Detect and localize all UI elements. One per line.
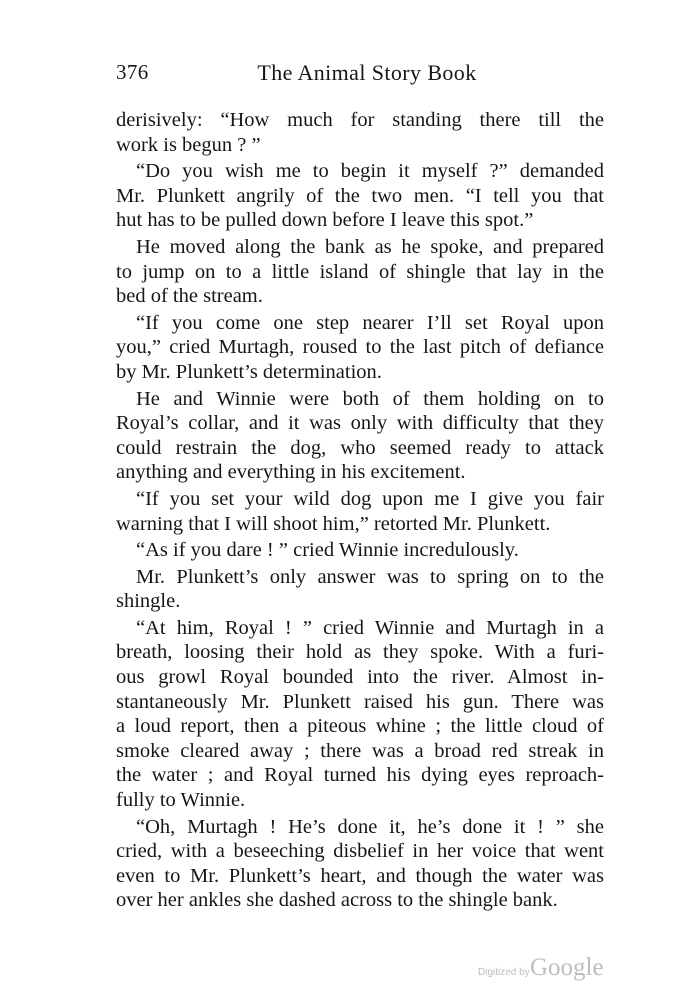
text-line: “As if you dare ! ” cried Winnie incredulously. <box>136 539 519 562</box>
text-line: you,” cried Murtagh, roused to the last pitch of defiance <box>116 336 604 359</box>
text-line: He moved along the bank as he spoke, and prepared <box>136 235 604 258</box>
text-line: fully to Winnie. <box>116 789 246 812</box>
text-line: Royal’s collar, and it was only with difficulty that they <box>116 412 604 435</box>
body-text <box>116 108 604 913</box>
text-line: “If you set your wild dog upon me I give you fair <box>136 487 604 510</box>
text-line: “Oh, Murtagh ! He’s done it, he’s done it ! ” she <box>136 815 604 838</box>
text-line: Mr. Plunkett angrily of the two men. “I tell you that <box>116 184 604 207</box>
text-line: over her ankles she dashed across to the shingle bank. <box>116 889 558 912</box>
text-line: He and Winnie were both of them holding on to <box>136 387 604 410</box>
text-line: ous growl Royal bounded into the river. Almost in- <box>116 666 604 689</box>
text-line: warning that I will shoot him,” retorted Mr. Plunkett. <box>116 512 551 535</box>
text-line: to jump on to a little island of shingle that lay in the <box>116 260 604 283</box>
text-line: could restrain the dog, who seemed ready to attack <box>116 436 604 459</box>
text-line: a loud report, then a piteous whine ; the little cloud of <box>116 715 604 738</box>
text-line: by Mr. Plunkett’s determination. <box>116 360 382 383</box>
text-line: cried, with a beseeching disbelief in her voice that went <box>116 840 604 863</box>
text-line: breath, loosing their hold as they spoke. With a furi- <box>116 641 604 664</box>
text-line: stantaneously Mr. Plunkett raised his gun. There was <box>116 690 604 713</box>
text-line: even to Mr. Plunkett’s heart, and though the water was <box>116 864 604 887</box>
page-header <box>116 60 606 94</box>
text-line: Mr. Plunkett’s only answer was to spring on to the <box>136 565 604 588</box>
text-line: derisively: “How much for standing there till the <box>116 109 604 131</box>
page-number: 376 <box>116 60 149 84</box>
text-line: bed of the stream. <box>116 285 263 308</box>
text-line: “At him, Royal ! ” cried Winnie and Murtagh in a <box>136 616 604 639</box>
text-line: anything and everything in his excitement. <box>116 461 466 484</box>
text-line: the water ; and Royal turned his dying eyes reproach- <box>116 764 604 787</box>
text-line: hut has to be pulled down before I leave this spot.” <box>116 209 534 232</box>
text-line: shingle. <box>116 590 181 613</box>
text-line: smoke cleared away ; there was a broad red streak in <box>116 739 604 762</box>
watermark-prefix: Digitized by <box>478 967 530 978</box>
digitized-by-google-watermark <box>478 954 648 986</box>
google-logo-text: Google <box>530 954 604 981</box>
running-title: The Animal Story Book <box>257 60 477 85</box>
text-line: “If you come one step nearer I’ll set Royal upon <box>136 311 604 334</box>
text-line: “Do you wish me to begin it myself ?” demanded <box>136 160 604 183</box>
text-line: work is begun ? ” <box>116 133 261 156</box>
